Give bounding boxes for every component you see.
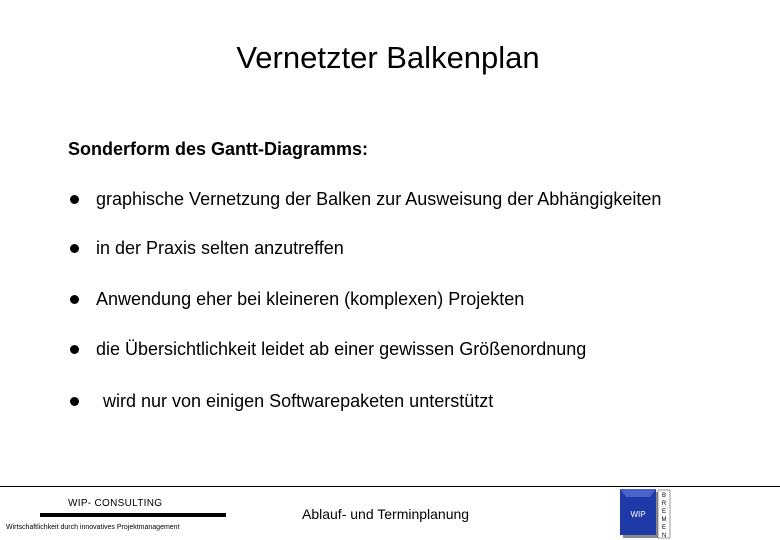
svg-text:E: E xyxy=(661,509,667,515)
footer-topic: Ablauf- und Terminplanung xyxy=(302,506,470,522)
bullet-text: die Übersichtlichkeit leidet ab einer gewissen Größenordnung xyxy=(96,339,587,359)
slide-title: Vernetzter Balkenplan xyxy=(236,40,540,75)
bullet-dot-icon xyxy=(70,295,79,304)
bullet-dot-icon xyxy=(70,244,79,253)
svg-text:N: N xyxy=(661,533,667,539)
svg-text:R: R xyxy=(661,501,667,507)
slide-subtitle: Sonderform des Gantt-Diagramms: xyxy=(68,139,369,159)
svg-text:B: B xyxy=(661,493,667,499)
bullet-text: in der Praxis selten anzutreffen xyxy=(96,238,344,258)
footer-divider xyxy=(0,486,780,487)
bullet-text: graphische Vernetzung der Balken zur Ausweisung der Abhängigkeiten xyxy=(96,189,662,209)
wip-bremen-logo-icon xyxy=(620,489,672,540)
bullet-text: wird nur von einigen Softwarepaketen unterstützt xyxy=(103,391,494,411)
bullet-dot-icon xyxy=(70,397,79,406)
footer-company: WIP- CONSULTING xyxy=(68,498,163,509)
footer-slogan: Wirtschaftlichkeit durch innovatives Projektmanagement xyxy=(6,524,180,531)
footer-bar xyxy=(40,513,226,517)
logo-text: WIP xyxy=(630,510,646,519)
bullet-dot-icon xyxy=(70,195,79,204)
bullet-dot-icon xyxy=(70,345,79,354)
svg-text:M: M xyxy=(661,517,667,523)
svg-text:E: E xyxy=(661,525,667,531)
bullet-text: Anwendung eher bei kleineren (komplexen) Projekten xyxy=(96,289,525,309)
